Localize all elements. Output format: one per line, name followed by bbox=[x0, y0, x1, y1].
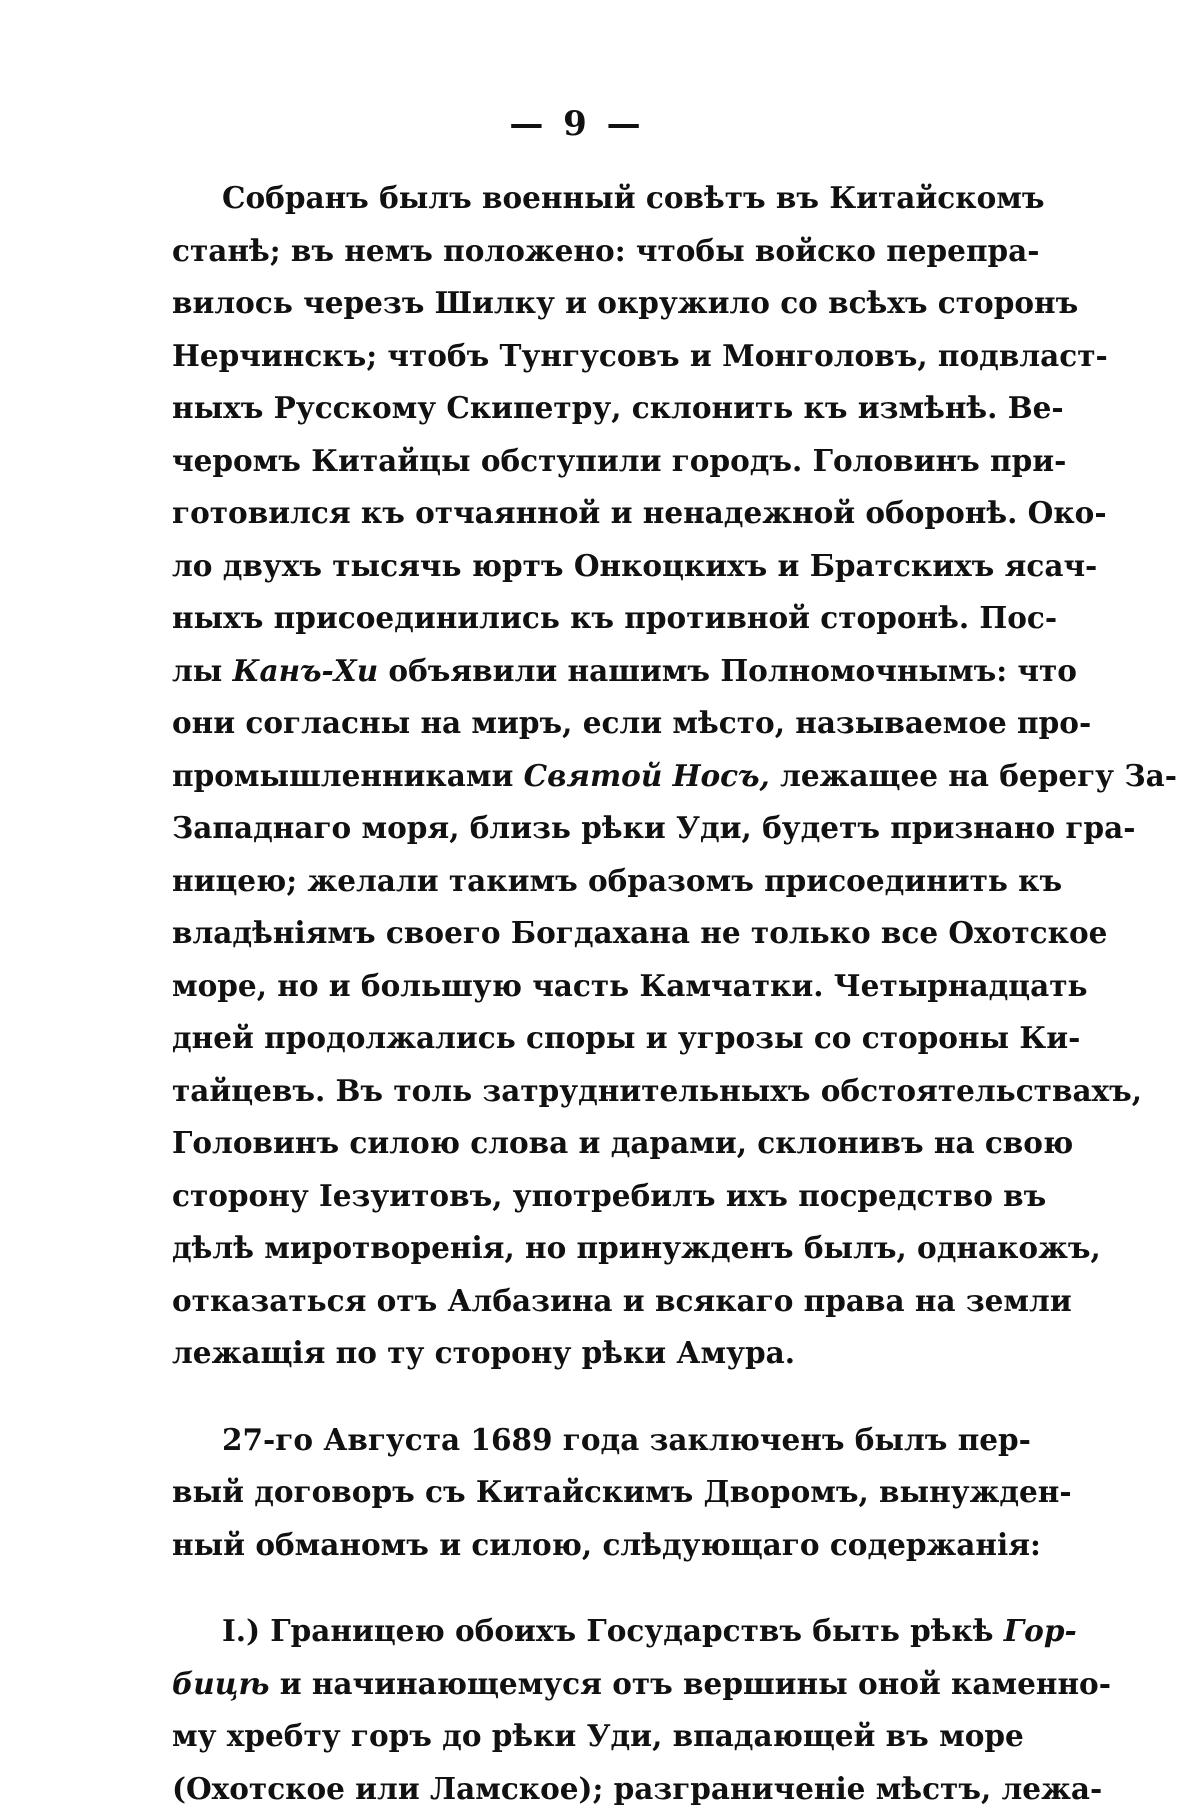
text-line bbox=[172, 1605, 982, 1658]
text-line: сторону Іезуитовъ, употребилъ ихъ посредство въ bbox=[172, 1170, 982, 1223]
text-fragment: лы bbox=[172, 653, 233, 688]
text-line: ныхъ присоединились къ противной сторонѣ. Пос- bbox=[172, 592, 982, 645]
text-line: Западнаго моря, близь рѣки Уди, будетъ признано гра- bbox=[172, 802, 982, 855]
text-fragment: и начинающемуся отъ вершины оной каменно- bbox=[269, 1666, 1111, 1701]
text-line: дней продолжались споры и угрозы со стороны Ки- bbox=[172, 1012, 982, 1065]
text-line: 27-го Августа 1689 года заключенъ былъ пер- bbox=[172, 1414, 982, 1467]
text-line: Собранъ былъ военный совѣтъ въ Китайскомъ bbox=[172, 172, 982, 225]
text-line: они согласны на миръ, если мѣсто, называемое про- bbox=[172, 697, 982, 750]
text-line: вилось черезъ Шилку и окружило со всѣхъ сторонъ bbox=[172, 277, 982, 330]
text-line: ницею; желали такимъ образомъ присоединить къ bbox=[172, 855, 982, 908]
text-line: ло двухъ тысячь юртъ Онкоцкихъ и Братскихъ ясач- bbox=[172, 540, 982, 593]
emphasis-kan-hi: Канъ-Хи bbox=[233, 653, 378, 688]
paragraph-2 bbox=[172, 1414, 982, 1572]
text-fragment: объявили нашимъ Полномочнымъ: что bbox=[378, 653, 1077, 688]
text-line bbox=[172, 1658, 982, 1711]
text-line: Головинъ силою слова и дарами, склонивъ на свою bbox=[172, 1117, 982, 1170]
text-line: Нерчинскъ; чтобъ Тунгусовъ и Монголовъ, подвласт- bbox=[172, 330, 982, 383]
emphasis-gorbitsa-1: Гор- bbox=[1004, 1613, 1077, 1648]
text-line: дѣлѣ миротворенія, но принужденъ былъ, однакожъ, bbox=[172, 1222, 982, 1275]
paragraph-1 bbox=[172, 172, 982, 1380]
text-fragment: I.) Границею обоихъ Государствъ быть рѣкѣ bbox=[222, 1613, 1004, 1648]
text-line: готовился къ отчаянной и ненадежной оборонѣ. Око- bbox=[172, 487, 982, 540]
text-fragment: промышленниками bbox=[172, 758, 524, 793]
text-line bbox=[172, 645, 982, 698]
text-line: вый договоръ съ Китайскимъ Дворомъ, вынужден- bbox=[172, 1466, 982, 1519]
text-line: черомъ Китайцы обступили городъ. Головинъ при- bbox=[172, 435, 982, 488]
emphasis-svyatoy-nos: Святой Носъ, bbox=[524, 758, 770, 793]
text-line: му хребту горъ до рѣки Уди, впадающей въ море bbox=[172, 1710, 982, 1763]
text-line: ный обманомъ и силою, слѣдующаго содержанія: bbox=[172, 1519, 982, 1572]
text-line: владѣніямъ своего Богдахана не только все Охотское bbox=[172, 907, 982, 960]
emphasis-gorbitsa-2: бицѣ bbox=[172, 1666, 269, 1701]
text-line: ныхъ Русскому Скипетру, склонить къ измѣнѣ. Ве- bbox=[172, 382, 982, 435]
paragraph-3 bbox=[172, 1605, 982, 1815]
text-line: отказаться отъ Албазина и всякаго права на земли bbox=[172, 1275, 982, 1328]
text-fragment: лежащее на берегу За- bbox=[770, 758, 1177, 793]
text-line bbox=[172, 750, 982, 803]
page-number: — 9 — bbox=[172, 96, 982, 152]
text-line: (Охотское или Ламское); разграниченіе мѣстъ, лежа- bbox=[172, 1763, 982, 1815]
text-line: тайцевъ. Въ толь затруднительныхъ обстоятельствахъ, bbox=[172, 1065, 982, 1118]
text-line: станѣ; въ немъ положено: чтобы войско перепра- bbox=[172, 225, 982, 278]
text-line: море, но и большую часть Камчатки. Четырнадцать bbox=[172, 960, 982, 1013]
text-line: лежащія по ту сторону рѣки Амура. bbox=[172, 1327, 982, 1380]
